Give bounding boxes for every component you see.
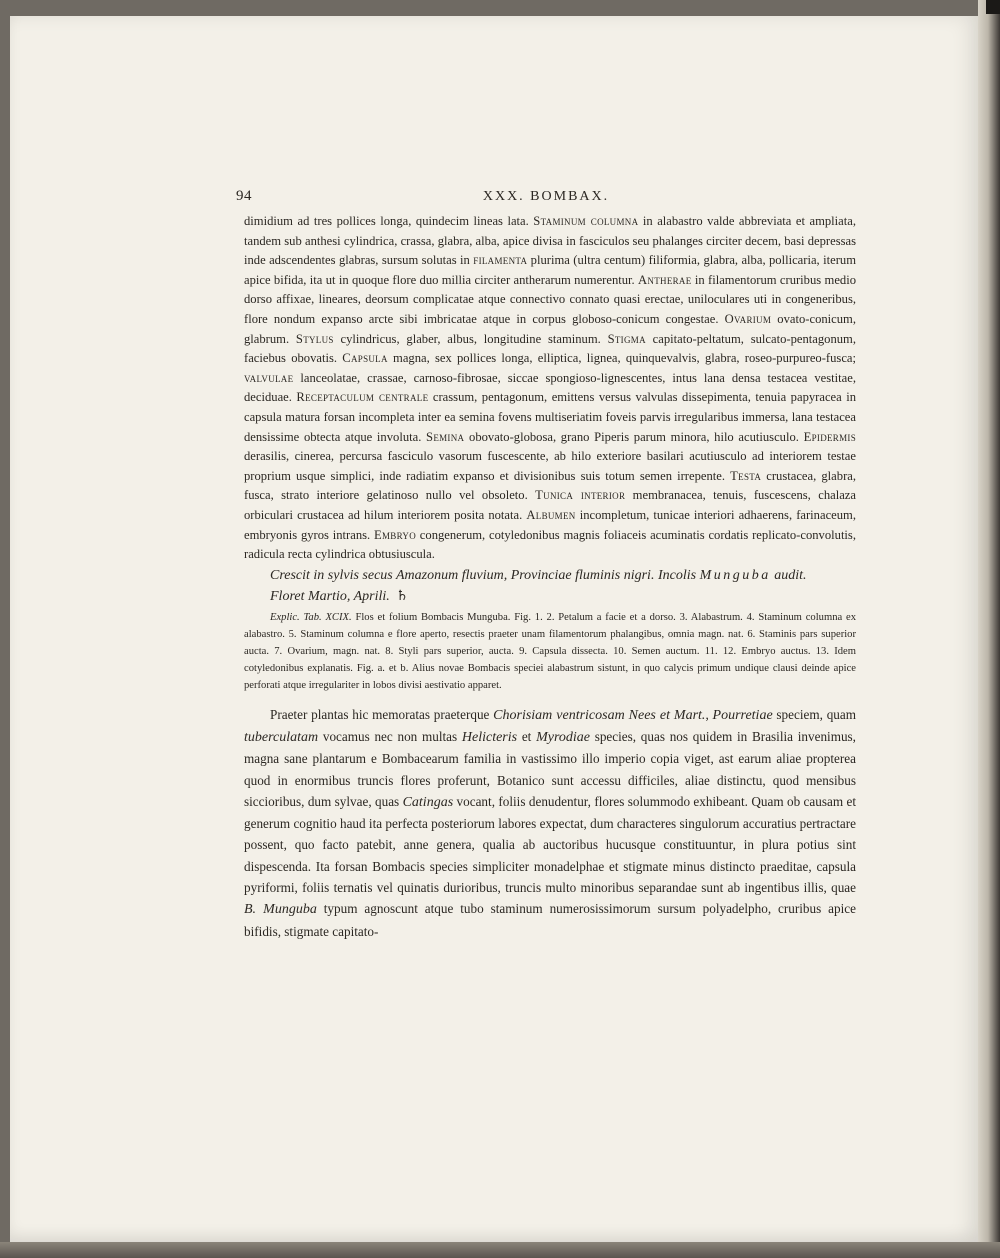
term-semina: Semina bbox=[426, 429, 465, 444]
term-stigma: Stigma bbox=[607, 331, 646, 346]
vernacular-name: Munguba bbox=[699, 567, 771, 583]
term-antherae: Antherae bbox=[638, 272, 692, 287]
discussion-paragraph: Praeter plantas hic memoratas praeterque Chorisiam ventricosam Nees et Mart., Pourretiae speciem, quam tuberculatam vocamus nec non multas Helicteris et Myrodiae species, quas nos quidem in Brasilia invenimus, magna sane plantarum e Bombacearum familia in vastissimo illo imperio copia viget, ast earum aliae propterea quod in enormibus truncis flores proferunt, Botanico sunt accessu difficiles, aliae distinctu, quod mensibus siccioribus, dum sylvae, quas Catingas vocant, foliis denudentur, flores solummodo exhibeant. Quam ob causam et generum cognitio haud ita perfecta posteriorum labores expectat, dum characteres singulorum accuratius pertractare possent, quo facto patebit, anne genera, qualia ab auctoribus hucusque constituuntur, in plura potius sint dispescenda. Ita forsan Bombacis species simpliciter monadelphae et stigmate minus distincto praeditae, capsula pyriformi, foliis ternatis vel quinatis durioribus, truncis multo minoribus separandae sunt ab ingentibus illis, quae B. Munguba typum agnoscunt atque tubo staminum numerosissimorum sursum polyadelpho, cruribus apice bifidis, stigmate capitato- bbox=[244, 706, 857, 939]
page-edge-right bbox=[978, 0, 1000, 1258]
description-paragraph: dimidium ad tres pollices longa, quindecim lineas lata. Staminum columna in alabastro valde abbreviata et ampliata, tandem sub anthesi cylindrica, crassa, glabra, alba, apice divisa in fasciculos seu phalanges circiter decem, basi depressas inde adscendentes glabras, sursum solutas in filamenta plurima (ultra centum) filiformia, glabra, alba, pollicaria, iterum apice bifida, ita ut in quoque flore duo millia circiter antherarum numerentur. Antherae in filamentorum cruribus medio dorso affixae, lineares, deorsum complicatae atque connectivo connato quasi erectae, uniloculares uti in congeneribus, flore nondum expanso arcte sibi imbricatae atque in corpus globoso-conicum congestae. Ovarium ovato-conicum, glabrum. Stylus cylindricus, glaber, albus, longitudine staminum. Stigma capitato-peltatum, sulcato-pentagonum, faciebus obovatis. Capsula magna, sex pollices longa, elliptica, lignea, quinquevalvis, glabra, roseo-purpureo-fusca; valvulae lanceolatae, crassae, carnoso-fibrosae, siccae spongioso-lignescentes, intus lana densa testacea vestitae, deciduae. Receptaculum centrale crassum, pentagonum, emittens versus valvulas dissepimenta, tenuia papyracea in capsula matura forsan incompleta inter ea semina fovens multiseriatim foveis parvis irregularibus immersa, lana testacea densissime obtecta atque involuta. Semina obovato-globosa, grano Piperis parum minora, hilo acutiusculo. Epidermis derasilis, cinerea, percursa fasciculo vasorum fuscescente, ab hilo exteriore basilari acutiusculo ad interiorem testae proprium usque simplici, inde radiatim expanso et divisionibus suis totum semen irrepente. Testa crustacea, glabra, fusca, strato interiore gelatinoso nullo vel obsoleto. Tunica interior membranacea, tenuis, fuscescens, chalaza orbiculari crustacea ad hilum interiorem posita notata. Albumen incompletum, tunicae interiori adhaerens, farinaceum, embryonis gyros intrans. Embryo congenerum, cotyledonibus magnis foliaceis acuminatis cordatis replicato-convolutis, radicula recta cylindrica obtusiuscula. bbox=[244, 214, 857, 562]
page-header bbox=[236, 188, 856, 210]
tree-symbol-icon: ♄ bbox=[395, 588, 409, 604]
plate-explanation: Explic. Tab. XCIX. Flos et folium Bombacis Munguba. Fig. 1. 2. Petalum a facie et a dorso. 3. Alabastrum. 4. Staminum columna ex alabastro. 5. Staminum columna e flore aperto, resectis praeter unam filamentorum phalangibus, omnia magn. nat. 6. Staminis pars superior aucta. 7. Ovarium, magn. nat. 8. Styli pars superior, aucta. 9. Capsula dissecta. 10. Semen auctum. 11. 12. Embryo auctus. 13. Idem cotyledonibus explanatis. Fig. a. et b. Alius novae Bombacis speciei alabastrum sistunt, in quo calycis primum undique clausi deinde apice perforati atque irregulariter in lobos divisi aestivatio apparet. bbox=[244, 611, 856, 691]
term-stylus: Stylus bbox=[295, 331, 334, 346]
running-head: XXX. BOMBAX. bbox=[482, 189, 610, 204]
term-filamenta: filamenta bbox=[473, 253, 528, 268]
term-embryo: Embryo bbox=[373, 527, 416, 542]
page-edge-bottom bbox=[0, 1242, 1000, 1258]
term-ovarium: Ovarium bbox=[724, 311, 772, 326]
plate-label: Explic. Tab. XCIX. bbox=[270, 611, 352, 623]
flowering-line: Floret Martio, Aprili. ♄ bbox=[270, 588, 409, 604]
term-epidermis: Epidermis bbox=[803, 429, 856, 444]
page-number: 94 bbox=[236, 188, 252, 204]
term-receptaculum: Receptaculum centrale bbox=[296, 390, 429, 405]
page-text bbox=[244, 212, 856, 942]
term-capsula: Capsula bbox=[342, 351, 388, 366]
term-testa: Testa bbox=[730, 468, 762, 483]
habitat-line: Crescit in sylvis secus Amazonum fluvium, Provinciae fluminis nigri. Incolis Munguba audit. bbox=[270, 567, 807, 583]
term-albumen: Albumen bbox=[526, 507, 576, 522]
term-tunica: Tunica interior bbox=[535, 488, 626, 503]
term-valvulae: valvulae bbox=[244, 370, 294, 385]
page-edge-tab bbox=[986, 0, 1000, 14]
term-staminum: Staminum columna bbox=[533, 214, 639, 228]
